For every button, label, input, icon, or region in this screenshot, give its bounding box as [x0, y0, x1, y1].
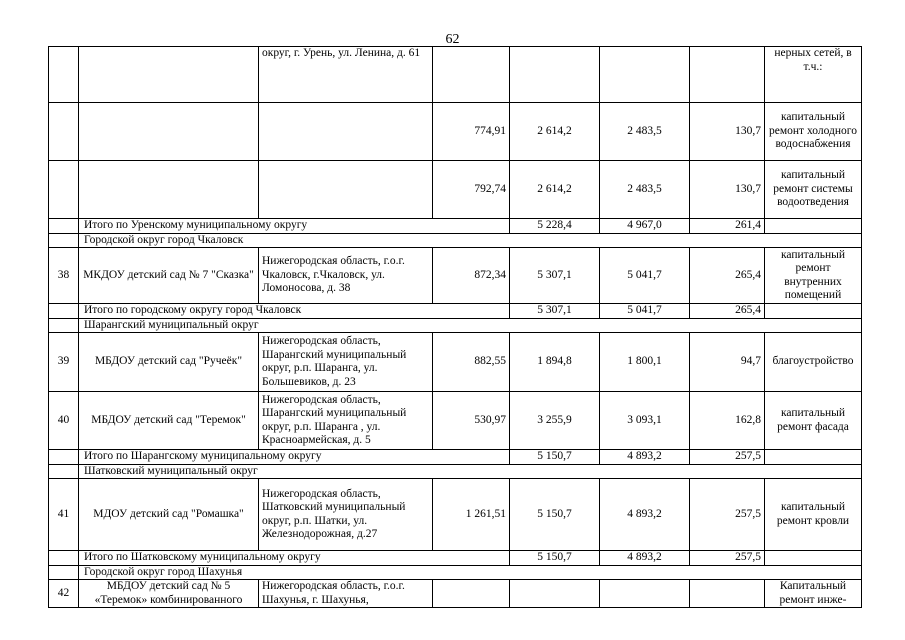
address-cell: Нижегородская область, г.о.г. Чкаловск, г.Чкаловск, ул. Ломоносова, д. 38	[259, 248, 433, 304]
num-cell	[49, 47, 79, 103]
area-cell	[433, 580, 510, 608]
table-row	[49, 479, 862, 551]
num-cell	[49, 233, 79, 248]
note-cell	[765, 219, 862, 234]
address-cell: Нижегородская область, г.о.г. Шахунья, г. Шахунья,	[259, 580, 433, 608]
district-row	[49, 233, 862, 248]
total-cell: 5 150,7	[510, 551, 600, 566]
total-cell	[510, 47, 600, 103]
total-cell: 2 614,2	[510, 103, 600, 161]
note-cell: капитальный ремонт холодного водоснабжения	[765, 103, 862, 161]
district-row	[49, 464, 862, 479]
note-cell: капитальный ремонт системы водоотведения	[765, 161, 862, 219]
note-cell: капитальный ремонт внутренних помещений	[765, 248, 862, 304]
regional-cell: 257,5	[690, 551, 765, 566]
num-cell	[49, 551, 79, 566]
district-label: Городской округ город Шахунья	[79, 565, 862, 580]
name-cell: МБДОУ детский сад "Теремок"	[79, 392, 259, 450]
num-cell	[49, 464, 79, 479]
district-label: Шарангский муниципальный округ	[79, 318, 862, 333]
total-cell: 1 894,8	[510, 333, 600, 392]
federal-cell: 2 483,5	[600, 103, 690, 161]
federal-cell: 1 800,1	[600, 333, 690, 392]
address-cell: Нижегородская область, Шатковский муниципальный округ, р.п. Шатки, ул. Железнодорожная, д.27	[259, 479, 433, 551]
area-cell	[433, 47, 510, 103]
total-cell: 5 150,7	[510, 450, 600, 465]
table-row	[49, 333, 862, 392]
subtotal-row	[49, 219, 862, 234]
regional-cell: 265,4	[690, 248, 765, 304]
subtotal-row	[49, 304, 862, 319]
num-cell	[49, 219, 79, 234]
num-cell: 39	[49, 333, 79, 392]
federal-cell: 4 967,0	[600, 219, 690, 234]
num-cell	[49, 161, 79, 219]
name-cell: МБДОУ детский сад "Ручеёк"	[79, 333, 259, 392]
num-cell: 38	[49, 248, 79, 304]
note-cell	[765, 551, 862, 566]
address-cell: Нижегородская область, Шарангский муниципальный округ, р.п. Шаранга , ул. Красноармейская, д. 5	[259, 392, 433, 450]
table-row	[49, 248, 862, 304]
regional-cell	[690, 47, 765, 103]
name-cell	[79, 161, 259, 219]
address-cell: округ, г. Урень, ул. Ленина, д. 61	[259, 47, 433, 103]
area-cell: 774,91	[433, 103, 510, 161]
note-cell	[765, 450, 862, 465]
regional-cell: 130,7	[690, 103, 765, 161]
name-cell: МДОУ детский сад "Ромашка"	[79, 479, 259, 551]
num-cell	[49, 450, 79, 465]
regional-cell: 130,7	[690, 161, 765, 219]
federal-cell: 2 483,5	[600, 161, 690, 219]
name-cell	[79, 103, 259, 161]
name-cell: МБДОУ детский сад № 5 «Теремок» комбинированного	[79, 580, 259, 608]
district-row	[49, 565, 862, 580]
note-cell: капитальный ремонт кровли	[765, 479, 862, 551]
num-cell	[49, 318, 79, 333]
table-row	[49, 580, 862, 608]
num-cell	[49, 304, 79, 319]
subtotal-label: Итого по городскому округу город Чкаловск	[79, 304, 510, 319]
regional-cell: 261,4	[690, 219, 765, 234]
area-cell: 882,55	[433, 333, 510, 392]
address-cell	[259, 103, 433, 161]
num-cell: 41	[49, 479, 79, 551]
regional-cell: 162,8	[690, 392, 765, 450]
num-cell: 40	[49, 392, 79, 450]
subtotal-label: Итого по Шарангскому муниципальному округу	[79, 450, 510, 465]
district-label: Городской округ город Чкаловск	[79, 233, 862, 248]
total-cell: 5 150,7	[510, 479, 600, 551]
total-cell: 5 307,1	[510, 248, 600, 304]
table-row	[49, 103, 862, 161]
district-row	[49, 318, 862, 333]
federal-cell: 4 893,2	[600, 450, 690, 465]
district-label: Шатковский муниципальный округ	[79, 464, 862, 479]
federal-cell: 3 093,1	[600, 392, 690, 450]
subtotal-row	[49, 551, 862, 566]
name-cell	[79, 47, 259, 103]
federal-cell: 4 893,2	[600, 551, 690, 566]
table-row	[49, 161, 862, 219]
subtotal-row	[49, 450, 862, 465]
total-cell: 5 307,1	[510, 304, 600, 319]
federal-cell	[600, 580, 690, 608]
federal-cell: 5 041,7	[600, 248, 690, 304]
num-cell: 42	[49, 580, 79, 608]
subtotal-label: Итого по Уренскому муниципальному округу	[79, 219, 510, 234]
regional-cell: 257,5	[690, 479, 765, 551]
objects-table	[48, 46, 862, 608]
federal-cell: 5 041,7	[600, 304, 690, 319]
area-cell: 872,34	[433, 248, 510, 304]
address-cell	[259, 161, 433, 219]
note-cell	[765, 304, 862, 319]
regional-cell: 265,4	[690, 304, 765, 319]
note-cell: Капитальный ремонт инже-	[765, 580, 862, 608]
note-cell: нерных сетей, в т.ч.:	[765, 47, 862, 103]
note-cell: капитальный ремонт фасада	[765, 392, 862, 450]
area-cell: 792,74	[433, 161, 510, 219]
name-cell: МКДОУ детский сад № 7 "Сказка"	[79, 248, 259, 304]
regional-cell: 257,5	[690, 450, 765, 465]
total-cell: 2 614,2	[510, 161, 600, 219]
table-row	[49, 392, 862, 450]
table-row	[49, 47, 862, 103]
area-cell: 1 261,51	[433, 479, 510, 551]
regional-cell	[690, 580, 765, 608]
federal-cell: 4 893,2	[600, 479, 690, 551]
page-number: 62	[445, 32, 460, 47]
regional-cell: 94,7	[690, 333, 765, 392]
total-cell: 3 255,9	[510, 392, 600, 450]
total-cell	[510, 580, 600, 608]
address-cell: Нижегородская область, Шарангский муниципальный округ, р.п. Шаранга, ул. Большевиков, д. 23	[259, 333, 433, 392]
num-cell	[49, 103, 79, 161]
area-cell: 530,97	[433, 392, 510, 450]
total-cell: 5 228,4	[510, 219, 600, 234]
subtotal-label: Итого по Шатковскому муниципальному округу	[79, 551, 510, 566]
note-cell: благоустройство	[765, 333, 862, 392]
federal-cell	[600, 47, 690, 103]
num-cell	[49, 565, 79, 580]
